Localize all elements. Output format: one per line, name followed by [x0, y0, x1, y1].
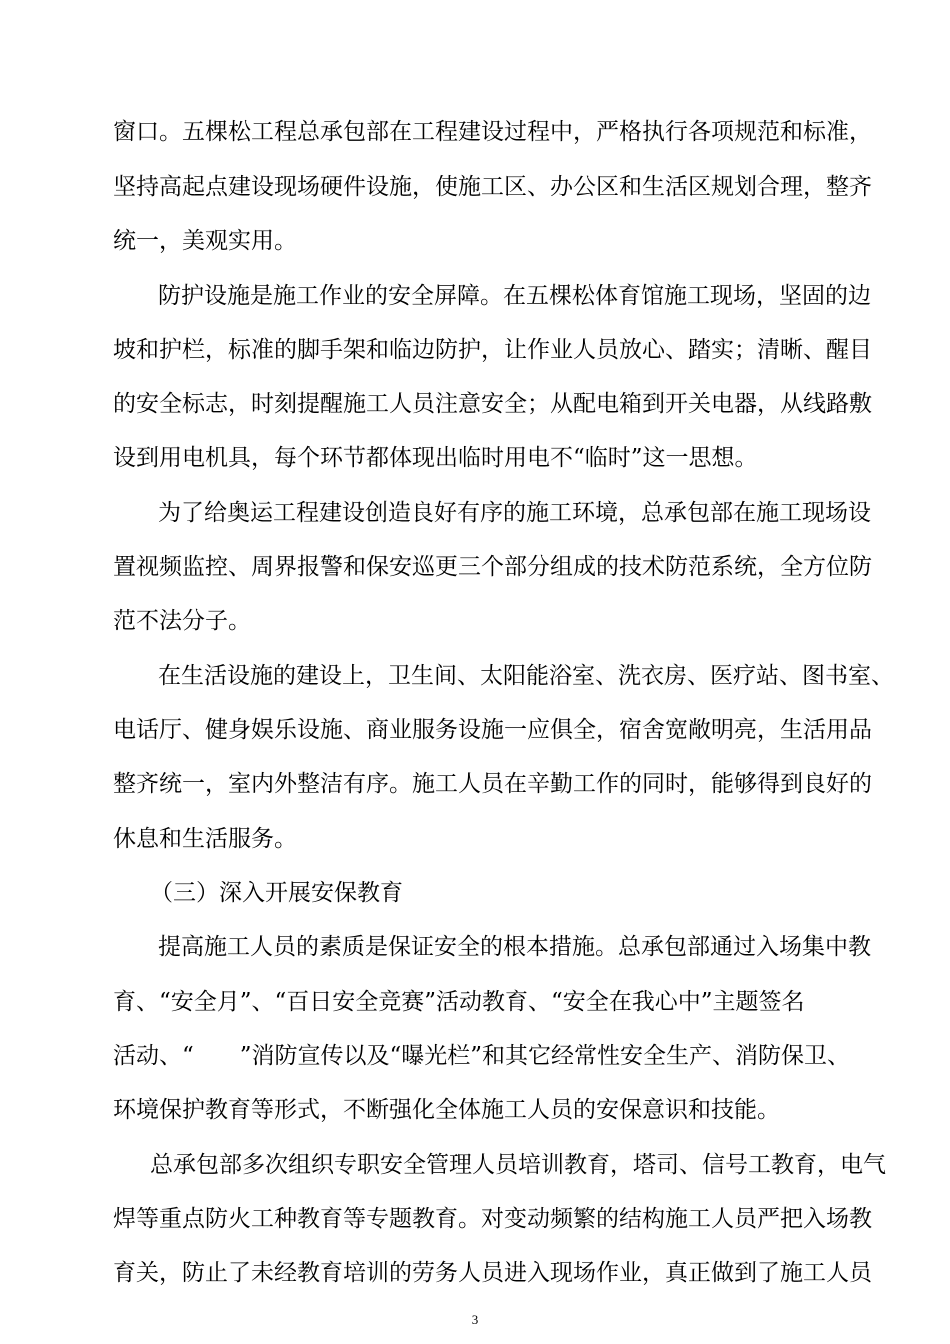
text-line: 焊等重点防火工种教育等专题教育。对变动频繁的结构施工人员严把入场教 [113, 1206, 872, 1232]
paragraph-first-line: 为了给奥运工程建设创造良好有序的施工环境，总承包部在施工现场设 [158, 500, 871, 526]
text-line: 环境保护教育等形式，不断强化全体施工人员的安保意识和技能。 [113, 1097, 780, 1123]
text-line: 坡和护栏，标准的脚手架和临边防护，让作业人员放心、踏实；清晰、醒目 [113, 337, 872, 363]
page-number: 3 [471, 1312, 479, 1327]
text-line: 统一，美观实用。 [113, 228, 297, 254]
text-line: 育、“安全月”、“百日安全竞赛”活动教育、“安全在我心中”主题签名 [113, 989, 805, 1015]
text-line: 电话厅、健身娱乐设施、商业服务设施一应俱全，宿舍宽敞明亮，生活用品 [113, 717, 872, 743]
paragraph-first-line: 提高施工人员的素质是保证安全的根本措施。总承包部通过入场集中教 [158, 934, 871, 960]
paragraph-first-line: 总承包部多次组织专职安全管理人员培训教育，塔司、信号工教育，电气 [150, 1152, 886, 1178]
text-line: 整齐统一，室内外整洁有序。施工人员在辛勤工作的同时，能够得到良好的 [113, 771, 872, 797]
text-line: 置视频监控、周界报警和保安巡更三个部分组成的技术防范系统，全方位防 [113, 554, 872, 580]
text-line: 设到用电机具，每个环节都体现出临时用电不“临时”这一思想。 [113, 445, 758, 471]
text-line: 范不法分子。 [113, 608, 251, 634]
text-line: 育关，防止了未经教育培训的劳务人员进入现场作业，真正做到了施工人员 [113, 1260, 872, 1286]
text-line: 休息和生活服务。 [113, 826, 297, 852]
text-line: 坚持高起点建设现场硬件设施，使施工区、办公区和生活区规划合理，整齐 [113, 174, 872, 200]
section-heading: （三）深入开展安保教育 [150, 880, 403, 906]
text-line: 活动、“ ”消防宣传以及“曝光栏”和其它经常性安全生产、消防保卫、 [113, 1043, 851, 1069]
text-line: 窗口。五棵松工程总承包部在工程建设过程中，严格执行各项规范和标准， [113, 119, 872, 145]
paragraph-first-line: 防护设施是施工作业的安全屏障。在五棵松体育馆施工现场，坚固的边 [158, 283, 871, 309]
paragraph-first-line: 在生活设施的建设上，卫生间、太阳能浴室、洗衣房、医疗站、图书室、 [158, 663, 894, 689]
text-line: 的安全标志，时刻提醒施工人员注意安全；从配电箱到开关电器，从线路敷 [113, 391, 872, 417]
